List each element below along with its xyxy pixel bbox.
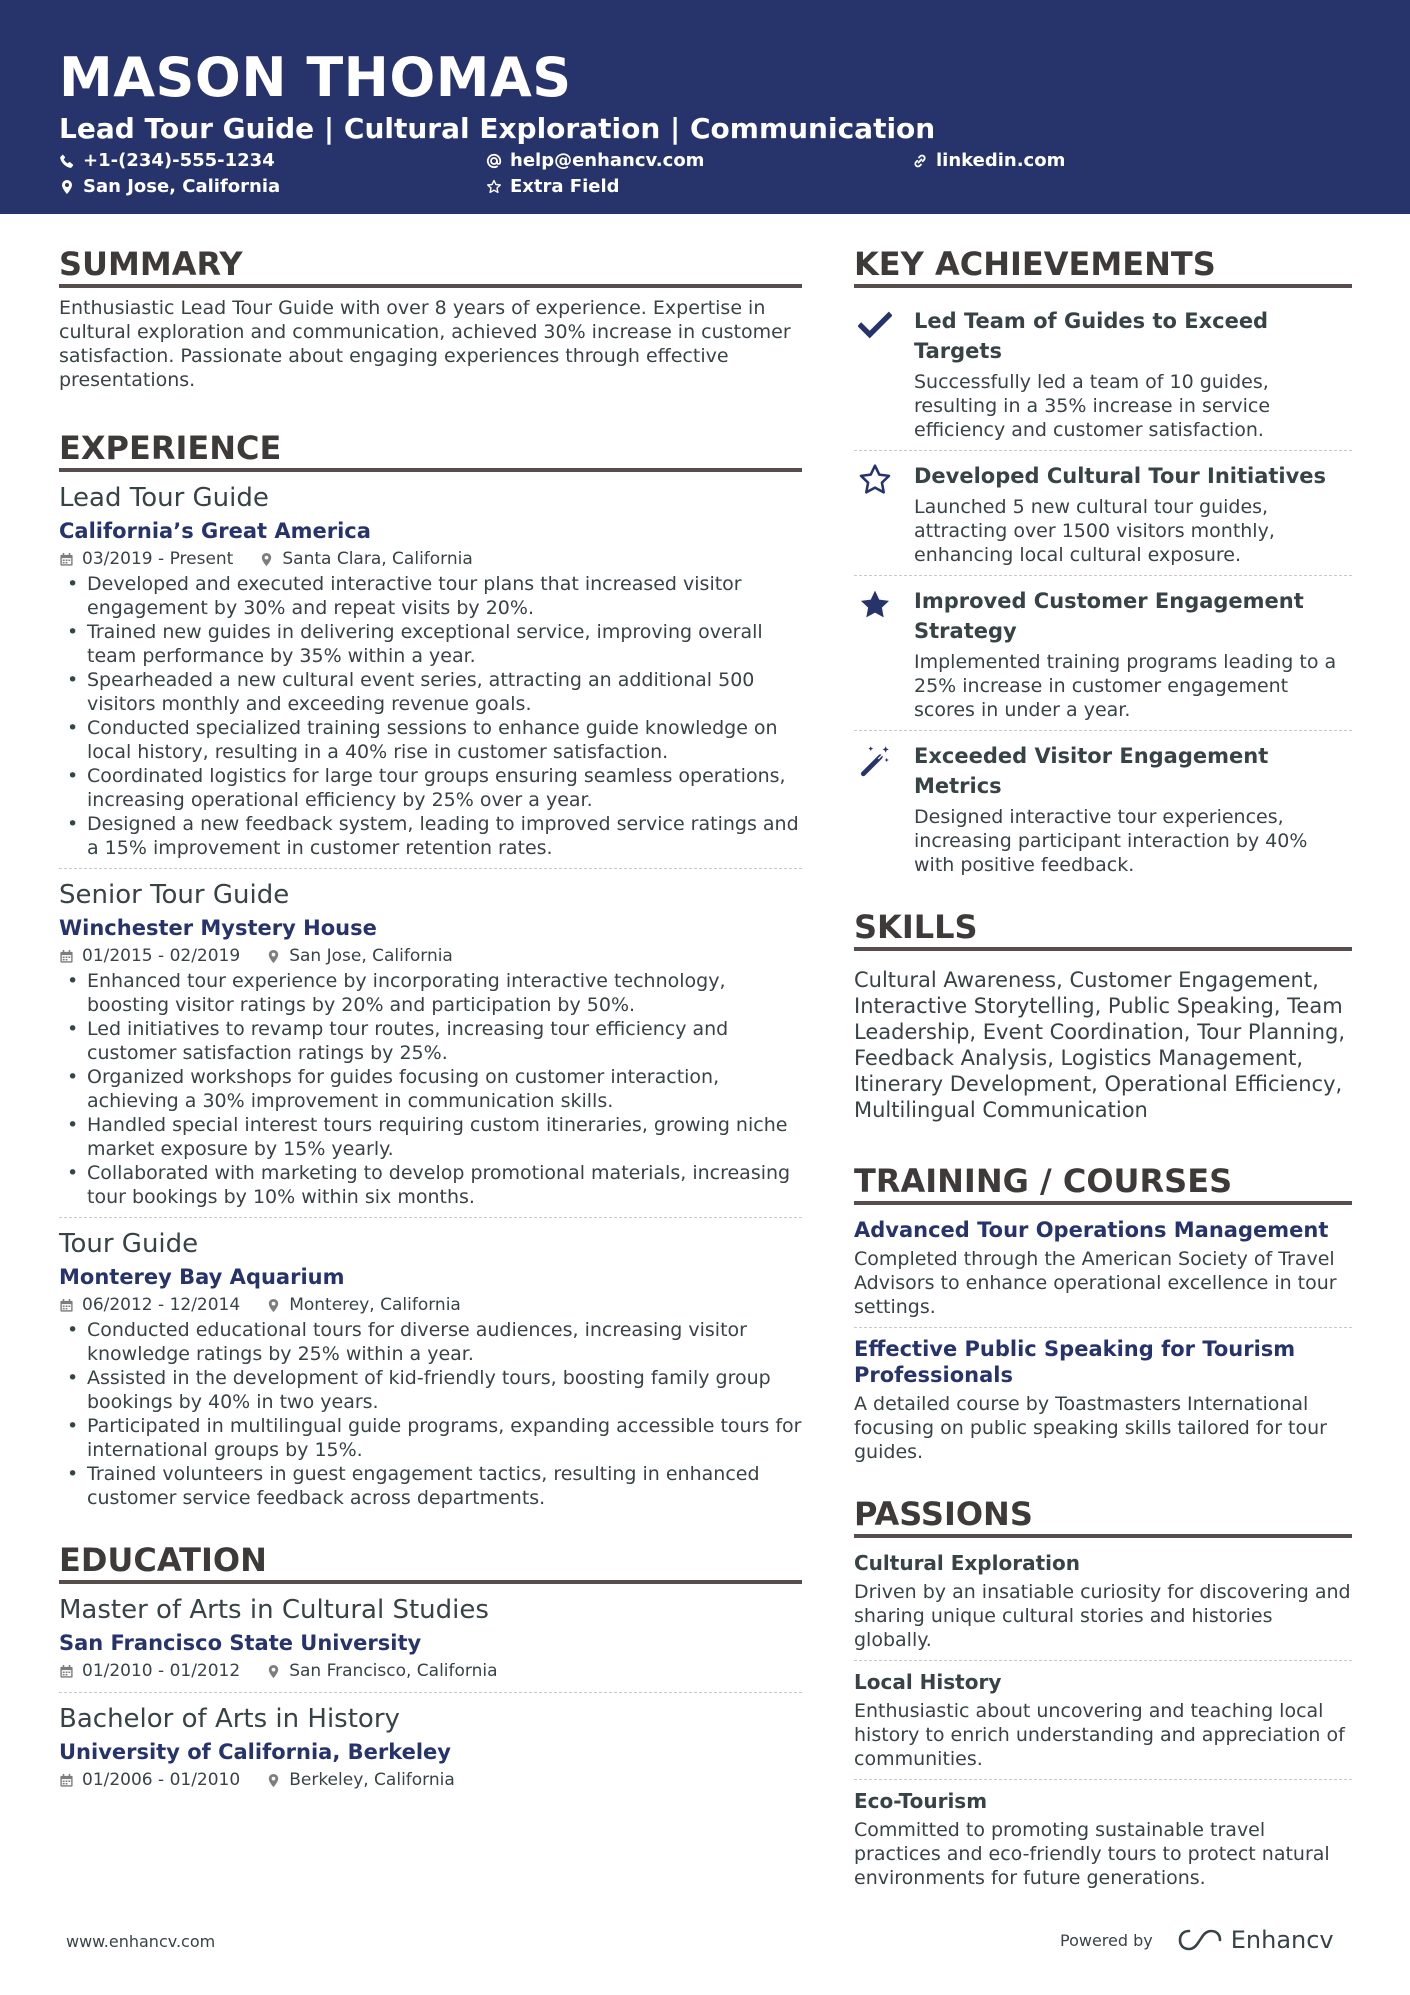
job-dates-text: 01/2015 - 02/2019 xyxy=(82,946,241,966)
job-location xyxy=(259,546,472,572)
achievement-item xyxy=(854,296,1352,450)
contact-info xyxy=(59,150,1351,206)
education-location-text: San Francisco, California xyxy=(289,1661,498,1681)
job-bullet: • Collaborated with marketing to develop promotional materials, increasing tour bookings by 10% within six months. xyxy=(59,1161,802,1209)
summary-text: Enthusiastic Lead Tour Guide with over 8 years of experience. Expertise in cultural exploration and communication, achieved 30% increase in customer satisfaction. Passionate about engaging experiences through effective presentations. xyxy=(59,297,791,391)
education-location-text: Berkeley, California xyxy=(289,1770,455,1790)
school-name: University of California, Berkeley xyxy=(59,1740,451,1764)
star-outline-icon xyxy=(854,461,896,567)
passion-item xyxy=(854,1779,1352,1898)
location-pin-icon xyxy=(266,949,281,964)
education-meta xyxy=(59,1658,802,1684)
link-icon xyxy=(912,153,928,169)
job-title: Tour Guide xyxy=(59,1229,199,1259)
education-dates xyxy=(59,1767,240,1793)
footer-branding xyxy=(1060,1926,1334,1954)
school-name: San Francisco State University xyxy=(59,1631,422,1655)
job-company: Monterey Bay Aquarium xyxy=(59,1265,345,1289)
at-icon xyxy=(486,153,502,169)
course-title: Advanced Tour Operations Management xyxy=(854,1218,1329,1242)
experience-title: EXPERIENCE xyxy=(59,428,802,472)
calendar-icon xyxy=(59,1773,74,1788)
summary-title: SUMMARY xyxy=(59,244,802,288)
achievement-title: Improved Customer Engagement Strategy xyxy=(914,589,1304,643)
passion-item xyxy=(854,1546,1352,1660)
achievement-desc: Launched 5 new cultural tour guides, attracting over 1500 visitors monthly, enhancing local cultural exposure. xyxy=(914,496,1275,566)
calendar-icon xyxy=(59,949,74,964)
phone-text[interactable]: +1-(234)-555-1234 xyxy=(83,150,275,171)
achievement-desc: Implemented training programs leading to a 25% increase in customer engagement scores in under a year. xyxy=(914,651,1337,721)
job-bullet: • Organized workshops for guides focusing on customer interaction, achieving a 30% improvement in communication skills. xyxy=(59,1065,802,1113)
passions-title: PASSIONS xyxy=(854,1494,1352,1538)
course-desc: Completed through the American Society of Travel Advisors to enhance operational excellence in tour settings. xyxy=(854,1248,1337,1318)
location-pin-icon xyxy=(266,1298,281,1313)
resume-header xyxy=(0,0,1410,214)
contact-email xyxy=(486,150,704,171)
training-section xyxy=(854,1161,1352,1472)
passion-title: Eco-Tourism xyxy=(854,1789,988,1813)
job-dates xyxy=(59,546,233,572)
job-bullet: • Enhanced tour experience by incorporating interactive technology, boosting visitor ratings by 20% and participation by 50%. xyxy=(59,969,802,1017)
degree-title: Master of Arts in Cultural Studies xyxy=(59,1595,489,1625)
passion-title: Local History xyxy=(854,1670,1002,1694)
location-pin-icon xyxy=(266,1664,281,1679)
passion-desc: Enthusiastic about uncovering and teaching local history to enrich understanding and appreciation of communities. xyxy=(854,1700,1345,1770)
experience-entry xyxy=(59,480,802,868)
job-bullet: • Spearheaded a new cultural event series, attracting an additional 500 visitors monthly and exceeding revenue goals. xyxy=(59,668,802,716)
star-filled-icon xyxy=(854,586,896,722)
job-meta xyxy=(59,943,802,969)
achievements-section xyxy=(854,244,1352,885)
job-location-text: San Jose, California xyxy=(289,946,453,966)
candidate-headline: Lead Tour Guide | Cultural Exploration | Communication xyxy=(59,112,936,145)
education-entry xyxy=(59,1692,802,1801)
enhancv-logo-icon xyxy=(1177,1927,1223,1953)
job-dates xyxy=(59,943,240,969)
education-location xyxy=(266,1658,497,1684)
achievements-title: KEY ACHIEVEMENTS xyxy=(854,244,1352,288)
email-link[interactable]: help@enhancv.com xyxy=(510,150,705,171)
degree-title: Bachelor of Arts in History xyxy=(59,1704,400,1734)
location-pin-icon xyxy=(259,552,274,567)
right-column xyxy=(854,244,1352,1898)
job-meta xyxy=(59,546,802,572)
job-location xyxy=(266,943,453,969)
experience-entry xyxy=(59,1217,802,1518)
achievement-title: Developed Cultural Tour Initiatives xyxy=(914,464,1327,488)
achievement-item xyxy=(854,730,1352,885)
course-title: Effective Public Speaking for Tourism Professionals xyxy=(854,1337,1296,1387)
job-bullets xyxy=(59,1318,802,1510)
job-title: Lead Tour Guide xyxy=(59,483,269,513)
job-dates-text: 03/2019 - Present xyxy=(82,549,234,569)
passion-desc: Committed to promoting sustainable travel practices and eco-friendly tours to protect natural environments for future generations. xyxy=(854,1819,1330,1889)
job-bullet: • Assisted in the development of kid-friendly tours, boosting family group bookings by 40% in two years. xyxy=(59,1366,802,1414)
contact-linkedin xyxy=(912,150,1065,171)
extra-field-text: Extra Field xyxy=(510,176,620,197)
job-meta xyxy=(59,1292,802,1318)
achievement-title: Exceeded Visitor Engagement Metrics xyxy=(914,744,1269,798)
location-pin-icon xyxy=(59,179,75,195)
experience-section xyxy=(59,428,802,1518)
achievement-item xyxy=(854,575,1352,730)
achievement-desc: Successfully led a team of 10 guides, resulting in a 35% increase in service efficiency and customer satisfaction. xyxy=(914,371,1271,441)
job-location-text: Monterey, California xyxy=(289,1295,461,1315)
skills-section xyxy=(854,907,1352,1123)
passion-title: Cultural Exploration xyxy=(854,1551,1080,1575)
star-icon xyxy=(486,179,502,195)
calendar-icon xyxy=(59,1298,74,1313)
job-dates xyxy=(59,1292,240,1318)
location-pin-icon xyxy=(266,1773,281,1788)
job-dates-text: 06/2012 - 12/2014 xyxy=(82,1295,241,1315)
job-bullet: • Coordinated logistics for large tour groups ensuring seamless operations, increasing operational efficiency by 25% over a year. xyxy=(59,764,802,812)
job-bullet: • Trained volunteers in guest engagement tactics, resulting in enhanced customer service feedback across departments. xyxy=(59,1462,802,1510)
education-dates-text: 01/2006 - 01/2010 xyxy=(82,1770,241,1790)
job-company: Winchester Mystery House xyxy=(59,916,377,940)
checkmark-icon xyxy=(854,306,896,442)
course-item xyxy=(854,1327,1352,1472)
education-meta xyxy=(59,1767,802,1793)
powered-by-text: Powered by xyxy=(1060,1930,1153,1950)
education-section xyxy=(59,1540,802,1801)
education-location xyxy=(266,1767,455,1793)
magic-wand-icon xyxy=(854,741,896,877)
job-bullet: • Conducted specialized training sessions to enhance guide knowledge on local history, resulting in a 40% rise in customer satisfaction. xyxy=(59,716,802,764)
job-bullets xyxy=(59,969,802,1209)
education-title: EDUCATION xyxy=(59,1540,802,1584)
job-bullet: • Trained new guides in delivering exceptional service, improving overall team performance by 35% within a year. xyxy=(59,620,802,668)
enhancv-logo[interactable] xyxy=(1177,1926,1334,1954)
course-item xyxy=(854,1213,1352,1327)
job-bullet: • Designed a new feedback system, leading to improved service ratings and a 15% improvement in customer retention rates. xyxy=(59,812,802,860)
location-text: San Jose, California xyxy=(83,176,281,197)
contact-location xyxy=(59,176,280,197)
job-bullet: • Led initiatives to revamp tour routes, increasing tour efficiency and customer satisfaction ratings by 25%. xyxy=(59,1017,802,1065)
achievement-title: Led Team of Guides to Exceed Targets xyxy=(914,309,1269,363)
contact-extra xyxy=(486,176,620,197)
skills-title: SKILLS xyxy=(854,907,1352,951)
job-bullet: • Conducted educational tours for diverse audiences, increasing visitor knowledge ratings by 25% within a year. xyxy=(59,1318,802,1366)
job-bullet: • Handled special interest tours requiring custom itineraries, growing niche market exposure by 15% yearly. xyxy=(59,1113,802,1161)
calendar-icon xyxy=(59,552,74,567)
summary-section xyxy=(59,244,802,392)
job-location xyxy=(266,1292,461,1318)
job-bullet: • Developed and executed interactive tour plans that increased visitor engagement by 30% and repeat visits by 20%. xyxy=(59,572,802,620)
calendar-icon xyxy=(59,1664,74,1679)
job-bullets xyxy=(59,572,802,860)
job-location-text: Santa Clara, California xyxy=(282,549,473,569)
job-bullet: • Participated in multilingual guide programs, expanding accessible tours for international groups by 15%. xyxy=(59,1414,802,1462)
linkedin-link[interactable]: linkedin.com xyxy=(936,150,1066,171)
contact-phone xyxy=(59,150,275,171)
achievement-item xyxy=(854,450,1352,575)
phone-icon xyxy=(59,153,75,169)
achievement-desc: Designed interactive tour experiences, increasing participant interaction by 40% with positive feedback. xyxy=(914,806,1308,876)
skills-text: Cultural Awareness, Customer Engagement, Interactive Storytelling, Public Speaking, Team Leadership, Event Coordination, Tour Planning, Feedback Analysis, Logistics Management, Itinerary Development, Operational Efficiency, Multilingual Communication xyxy=(854,968,1346,1122)
passion-desc: Driven by an insatiable curiosity for discovering and sharing unique cultural stories and histories globally. xyxy=(854,1581,1351,1651)
course-desc: A detailed course by Toastmasters International focusing on public speaking skills tailored for tour guides. xyxy=(854,1393,1327,1463)
passion-item xyxy=(854,1660,1352,1779)
experience-entry xyxy=(59,868,802,1217)
education-dates-text: 01/2010 - 01/2012 xyxy=(82,1661,241,1681)
education-dates xyxy=(59,1658,240,1684)
job-company: California’s Great America xyxy=(59,519,371,543)
footer-website[interactable]: www.enhancv.com xyxy=(66,1932,216,1951)
passions-section xyxy=(854,1494,1352,1898)
left-column xyxy=(59,244,802,1801)
brand-name: Enhancv xyxy=(1230,1926,1334,1954)
education-entry xyxy=(59,1592,802,1692)
training-title: TRAINING / COURSES xyxy=(854,1161,1352,1205)
candidate-name: MASON THOMAS xyxy=(59,46,572,109)
job-title: Senior Tour Guide xyxy=(59,880,290,910)
